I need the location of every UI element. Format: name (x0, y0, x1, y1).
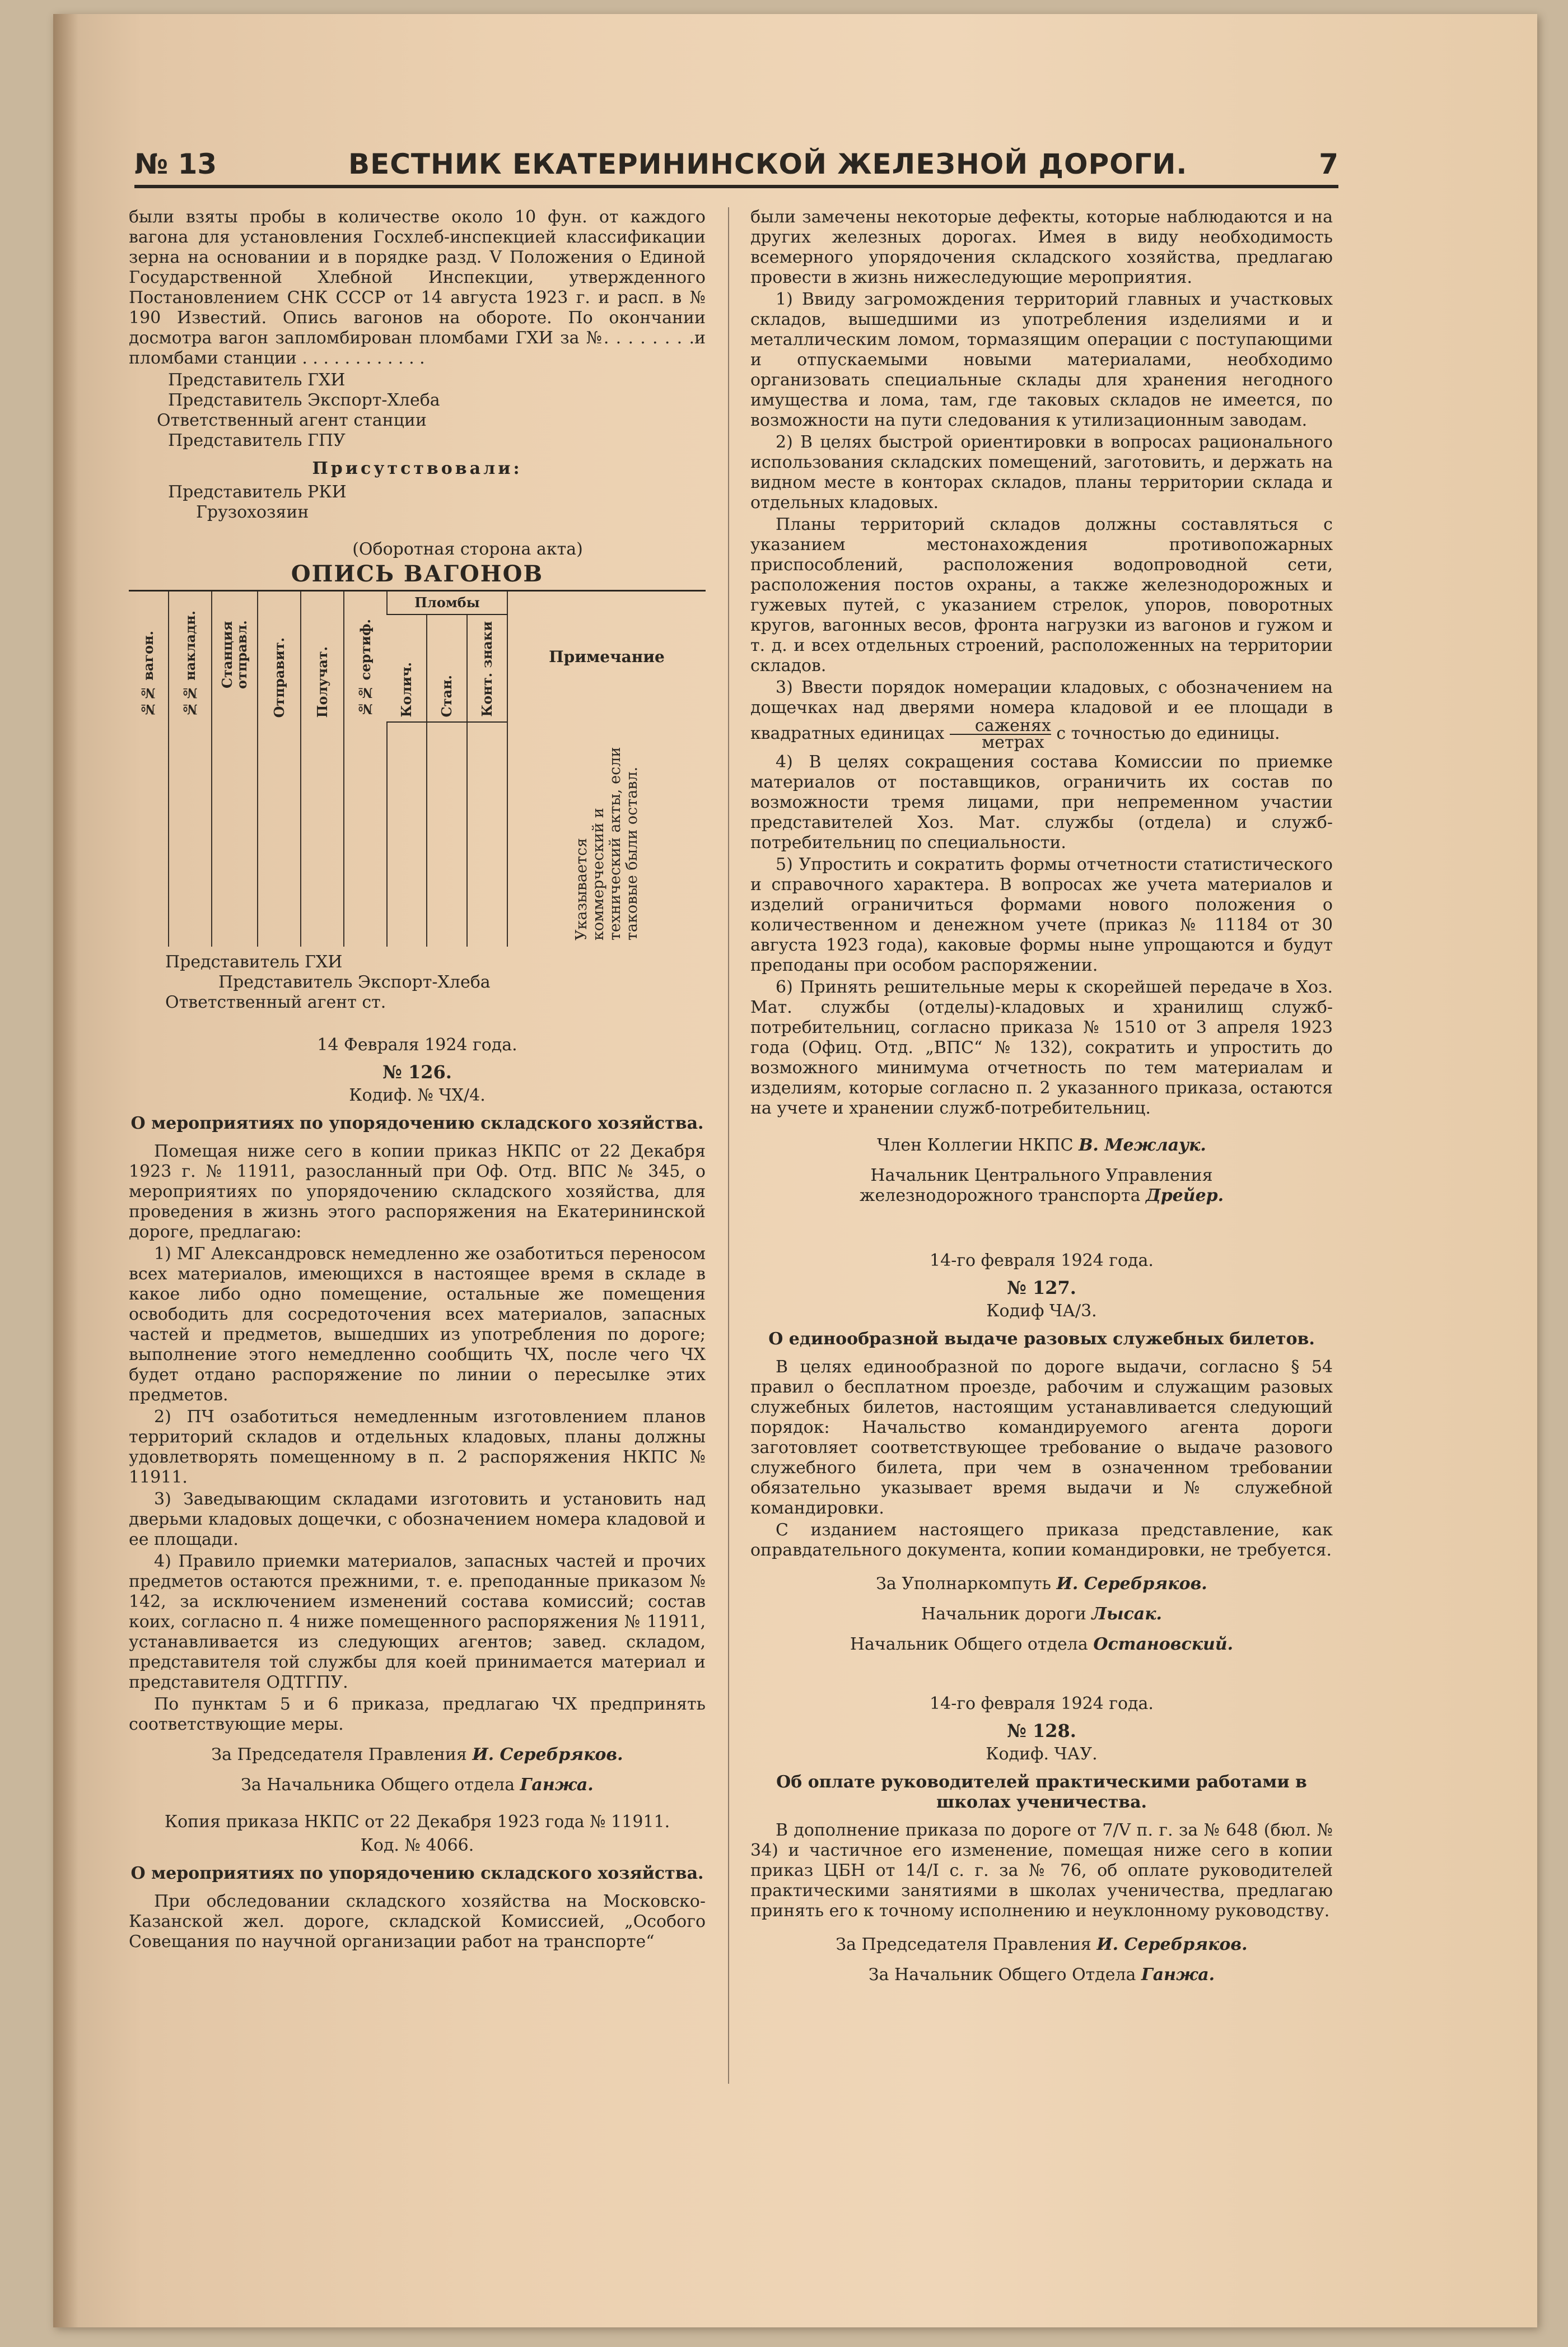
order-paragraph: 2) В целях быстрой ориентировки в вопросах рационального использования складских помещений, заготовить, и держать на видном месте в конторах складов, планы территории склада и отдельных кладовых. (750, 432, 1333, 513)
reverse-side-note: (Оборотная сторона акта) (352, 539, 583, 559)
order-paragraph: В дополнение приказа по дороге от 7/V п. г. за № 648 (бюл. № 34) и частичное его изменение, помещая ниже сего в копии приказ ЦБН от 14/I с. г. за № 76, об оплате руководителей практическими занятиями в школах ученичества, предлагаю принять его к точному исполнению и неуклонному руководству. (750, 1820, 1333, 1921)
page-number: 7 (1319, 147, 1338, 180)
order-code: Кодиф. № ЧХ/4. (349, 1086, 486, 1105)
table-cell (258, 722, 301, 947)
order-paragraph: 4) Правило приемки материалов, запасных частей и прочих предметов остаются прежними, т. е. преподанные приказом № 142, за исключением изменений состава комиссий; состав коих, согласно п. 4 ниже помещенного распоряжения № 11911, устанавливается из следующих агентов; завед. складом, представителя той службы для коей принимается материал и представителя ОДТГПУ. (129, 1552, 706, 1692)
order-paragraph: Помещая ниже сего в копии приказ НКПС от 22 Декабря 1923 г. № 11911, разосланный при Оф. Отд. ВПС № 345, о мероприятиях по упорядочению складского хозяйства, для проведения в жизнь этого распоряжения на Екатерининской дороге, предлагаю: (129, 1142, 706, 1242)
order-date: 14-го февраля 1924 года. (930, 1694, 1154, 1713)
page-fold-shadow (53, 14, 78, 2327)
table-cell (387, 722, 427, 947)
wagon-inventory-table (129, 590, 706, 947)
present-title: Присутствовали: (312, 459, 522, 478)
signature: Начальник Общего отдела Остановский. (850, 1634, 1234, 1654)
order-heading: О мероприятиях по упорядочению складского хозяйства. (130, 1114, 704, 1133)
table-cell (344, 722, 387, 947)
present-line: Представитель РКИ (168, 482, 347, 502)
order-code: Код. № 4066. (360, 1836, 474, 1855)
order-paragraph: 3) Ввести порядок номерации кладовых, с обозначением на дощечках над дверями номера кладовой и ее площади в квадратных единицах $\frac{\text{саженях}}{\text{метрах}}$ с точностью до единицы. (750, 678, 1333, 752)
signature: За Начальника Общего отдела Ганжа. (241, 1775, 594, 1795)
order-paragraph: 6) Принять решительные меры к скорейшей передаче в Хоз. Мат. службы (отделы)-кладовых и хранилищ служб-потребительниц, согласно приказа № 1510 от 3 апреля 1923 года (Офиц. Отд. „ВПС“ № 132), сократить и упростить до возможного минимума отчетность по тем материалам и изделиям, которые согласно п. 2 указанного приказа, остаются на учете и хранении служб-потребительниц. (750, 977, 1333, 1118)
order-number: № 126. (382, 1061, 452, 1083)
issue-number: № 13 (134, 147, 217, 180)
signature-line: Представитель ГХИ (168, 370, 346, 390)
order-paragraph: Планы территорий складов должны составляться с указанием местонахождения противопожарных приспособлений, расположения водопроводной сети, расположения постов охраны, а также железнодорожных и гужевых путей, с указанием стрелок, упоров, поворотных кругов, вагонных весов, фронта нагрузки из вагонов и гужом и т. д. и всех отдельных строений, расположенных на территории складов. (750, 515, 1333, 676)
order-paragraph: При обследовании складского хозяйства на Московско-Казанской жел. дороге, складской Комиссией, „Особого Совещания по научной организации работ на транспорте“ (129, 1892, 706, 1952)
order-heading: О мероприятиях по упорядочению складского хозяйства. (130, 1864, 704, 1883)
order-paragraph: были замечены некоторые дефекты, которые наблюдаются и на других железных дорогах. Имея в виду необходимость всемерного упорядочения складского хозяйства, предлагаю провести в жизнь нижеследующие мероприятия. (750, 207, 1333, 287)
right-column (750, 207, 1333, 1995)
order-code: Кодиф ЧА/3. (986, 1301, 1097, 1321)
order-paragraph: 1) Ввиду загромождения территорий главных и участковых складов, вышедшими из употребления изделиями и и металлическим ломом, тормазящим операции с поступающими и отпускаемыми новыми материалами, необходимо организовать специальные склады для хранения негодного имущества и лома, там, где таковых складов не имеется, по возможности на пути следования к утилизационным заводам. (750, 290, 1333, 430)
signature: За Председателя Правления И. Серебряков. (211, 1745, 623, 1764)
table-cell (427, 722, 467, 947)
table-title: ОПИСЬ ВАГОНОВ (291, 561, 544, 587)
signature-line: Представитель ГХИ (165, 952, 343, 972)
signature: За Начальник Общего Отдела Ганжа. (868, 1965, 1215, 1985)
newspaper-title: ВЕСТНИК ЕКАТЕРИНИНСКОЙ ЖЕЛЕЗНОЙ ДОРОГИ. (348, 147, 1188, 180)
table-cell (467, 722, 507, 947)
copy-title: Копия приказа НКПС от 22 Декабря 1923 года № 11911. (164, 1812, 670, 1832)
table-header: Получат. (301, 591, 344, 723)
signature: Член Коллегии НКПС В. Межлаук. (877, 1135, 1206, 1155)
order-heading: Об оплате руководителей практическими работами в школах ученичества. (776, 1772, 1307, 1812)
order-heading: О единообразной выдаче разовых служебных билетов. (768, 1329, 1315, 1349)
table-row (129, 722, 706, 947)
note-text: Указывается коммерческий и технический акты, если таковые были оставл. (572, 747, 641, 940)
order-code: Кодиф. ЧАУ. (986, 1744, 1098, 1764)
table-header: Стан. (427, 614, 467, 722)
present-line: Грузохозяин (196, 502, 309, 522)
intro-paragraph: были взяты пробы в количестве около 10 фун. от каждого вагона для установления Госхлеб-инспекцией классификации зерна на основании и в порядке разд. V Положения о Единой Государственной Хлебной Инспекции, утвержденного Постановлением СНК СССР от 14 августа 1923 г. и расп. в № 190 Известий. Опись вагонов на обороте. По окончании досмотра вагон запломбирован пломбами ГХИ за №. . . . . . . .и пломбами станции . . . . . . . . . . . . (129, 207, 706, 368)
order-paragraph: 5) Упростить и сократить формы отчетности статистического и справочного характера. В вопросах же учета материалов и изделий ограничиться формами нового положения о количественном и денежном учете (приказ № 11184 от 30 августа 1923 года), каковые формы ныне упрощаются и будут преподаны при особом распоряжении. (750, 855, 1333, 975)
table-cell (169, 722, 212, 947)
column-divider (728, 207, 729, 2084)
table-header: Колич. (387, 614, 427, 722)
order-number: № 128. (1007, 1720, 1076, 1741)
seals-group-header: Пломбы (387, 591, 507, 615)
signature: Начальник дороги Лысак. (921, 1604, 1162, 1624)
table-header: №№ сертиф. (344, 591, 387, 723)
left-column (129, 207, 706, 1954)
order-date: 14-го февраля 1924 года. (930, 1251, 1154, 1270)
signature-line: Ответственный агент ст. (165, 993, 386, 1012)
signature: За Председателя Правления И. Серебряков. (836, 1935, 1248, 1954)
order-paragraph: По пунктам 5 и 6 приказа, предлагаю ЧХ предпринять соответствующие меры. (129, 1694, 706, 1734)
signature: Начальник Центрального Управления железнодорожного транспорта Дрейер. (859, 1166, 1224, 1205)
signature-line: Представитель Экспорт-Хлеба (218, 972, 491, 992)
table-header: №№ вагон. (129, 591, 169, 723)
order-paragraph: В целях единообразной по дороге выдачи, согласно § 54 правил о бесплатном проезде, рабочим и служащим разовых служебных билетов, настоящим устанавливается следующий порядок: Начальство командируемого агента дороги заготовляет соответствующее требование о выдаче разового служебного билета, при чем в означенном требовании обязательно указывает время выдачи и № служебной командировки. (750, 1357, 1333, 1518)
order-paragraph: 3) Заведывающим складами изготовить и установить над дверьми кладовых дощечки, с обозначением номера кладовой и ее площади. (129, 1489, 706, 1549)
page-header (134, 143, 1338, 188)
table-header: Примечание (507, 591, 706, 723)
order-paragraph: 4) В целях сокращения состава Комиссии по приемке материалов от поставщиков, ограничить их состав по возможности тремя лицами, при непременном участии представителей Хоз. Мат. службы (отдела) и служб-потребительниц по специальности. (750, 752, 1333, 853)
signature: За Уполнаркомпуть И. Серебряков. (876, 1574, 1207, 1594)
table-header: Станция отправл. (212, 591, 258, 723)
signature-line: Ответственный агент станции (157, 411, 427, 430)
order-date: 14 Февраля 1924 года. (317, 1035, 517, 1055)
table-cell (212, 722, 258, 947)
order-paragraph: 2) ПЧ озаботиться немедленным изготовлением планов территорий складов и отдельных кладовых, планы должны удовлетворять помещенному в п. 2 распоряжения НКПС № 11911. (129, 1407, 706, 1487)
table-header: №№ накладн. (169, 591, 212, 723)
order-number: № 127. (1007, 1277, 1076, 1298)
table-cell (301, 722, 344, 947)
table-header: Отправит. (258, 591, 301, 723)
signature-line: Представитель ГПУ (168, 431, 346, 450)
table-header: Конт. знаки (467, 614, 507, 722)
order-paragraph: С изданием настоящего приказа представление, как оправдательного документа, копии командировки, не требуется. (750, 1520, 1333, 1560)
table-cell (129, 722, 169, 947)
units-fraction: $\frac{\text{саженях}}{\text{метрах}}$ (950, 718, 1051, 751)
order-paragraph: 1) МГ Александровск немедленно же озаботиться переносом всех материалов, имеющихся в настоящее время в складе в какое либо одно помещение, остальные же помещения освободить для сосредоточения всех материалов, запасных частей и предметов, вышедших из употребления по дороге; выполнение этого немедленно сообщить ЧХ, после чего ЧХ будет отдано распоряжение по линии о пересылке этих предметов. (129, 1244, 706, 1405)
signature-line: Представитель Экспорт-Хлеба (168, 390, 440, 410)
note-cell (507, 722, 706, 947)
